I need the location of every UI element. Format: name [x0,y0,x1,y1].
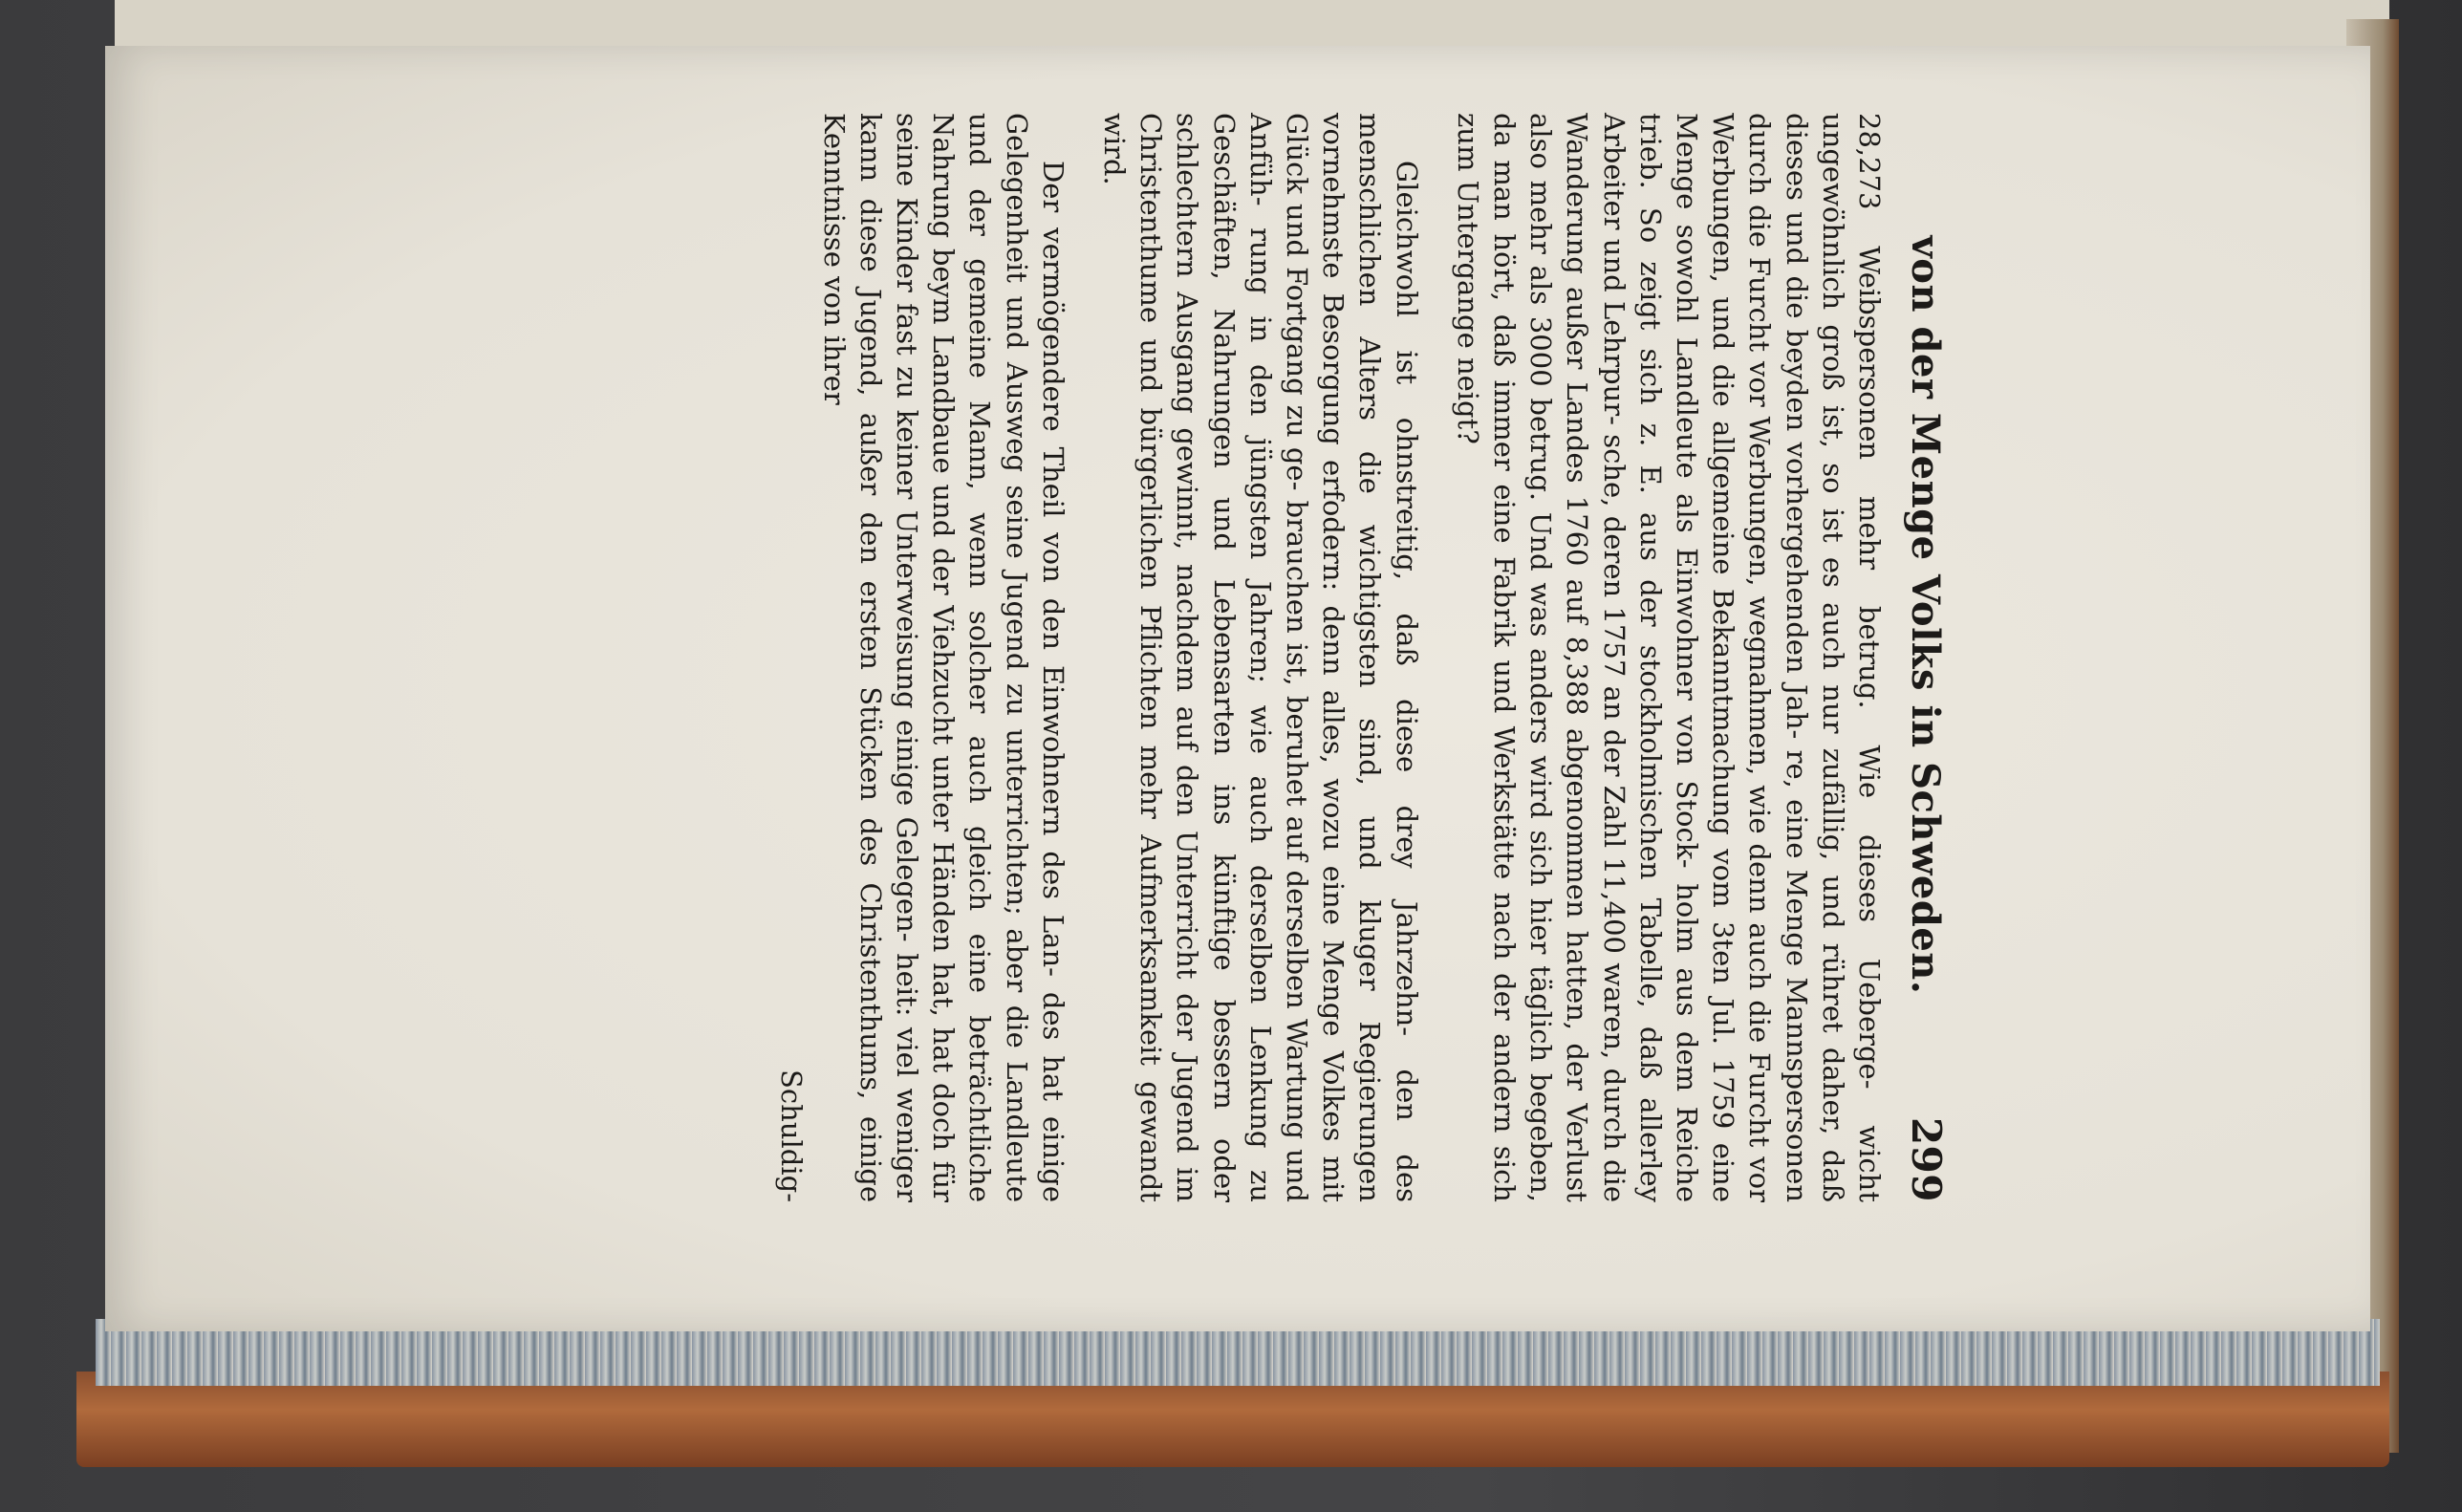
previous-page-edge [115,0,2389,48]
book-cover-edge [76,1372,2389,1467]
paragraph-3: Der vermögendere Theil von den Einwohnern des Lan- des hat einige Gelegenheit und Ausweg seine Jugend zu unterrichten; aber die Landleute und der gemeine Mann, wenn solcher auch gleich eine beträchtliche Nahrung beym Landbaue und der Viehzucht unter Händen hat, hat doch für seine Kinder fast zu keiner Unterweisung einige Gelegen- heit: viel weniger kann diese Jugend, außer den ersten Stücken des Christenthums, einige Kenntnisse von ihrer [817,113,1069,1202]
running-title: von der Menge Volks in Schweden. [1903,235,1948,995]
running-header [1903,113,1950,1202]
catchword: Schuldig- [775,1069,809,1202]
page-number: 299 [1903,1116,1950,1202]
paragraph-2: Gleichwohl ist ohnstreitig, daß diese drey Jahrzehn- den des menschlichen Alters die wichtigsten sind, und kluger Regierungen vornehmste Besorgung erfodern: denn alles, wozu eine Menge Volkes mit Glück und Fortgang zu ge- brauchen ist, beruhet auf derselben Wartung und Anfüh- rung in den jüngsten Jahren; wie auch derselben Lenkung zu Geschäften, Nahrungen und Lebensarten ins künftige bessern oder schlechtern Ausgang gewinnt, nachdem auf den Unterricht der Jugend im Christenthume und bürgerlichen Pflichten mehr Aufmerksamkeit gewandt wird. [1097,113,1423,1202]
book-page [105,46,2370,1331]
rotated-text-block [775,113,1950,1202]
paragraph-1: 28,273 Weibspersonen mehr betrug. Wie dieses Ueberge- wicht ungewöhnlich groß ist, so ist es auch nur zufällig, und rühret daher, daß dieses und die beyden vorhergehenden Jah- re, eine Menge Mannspersonen durch die Furcht vor Werbungen, wegnahmen, wie denn auch die Furcht vor Werbungen, und die allgemeine Bekanntmachung vom 3ten Jul. 1759 eine Menge sowohl Landleute als Einwohner von Stock- holm aus dem Reiche trieb. So zeigt sich z. E. aus der stockholmischen Tabelle, daß allerley Arbeiter und Lehrpur- sche, deren 1757 an der Zahl 11,400 waren, durch die Wanderung außer Landes 1760 auf 8,388 abgenommen hatten, der Verlust also mehr als 3000 betrug. Und was anders wird sich hier täglich begeben, da man hört, daß immer eine Fabrik und Werkstätte nach der andern sich zum Untergange neigt? [1451,113,1886,1202]
open-book [76,0,2370,1467]
